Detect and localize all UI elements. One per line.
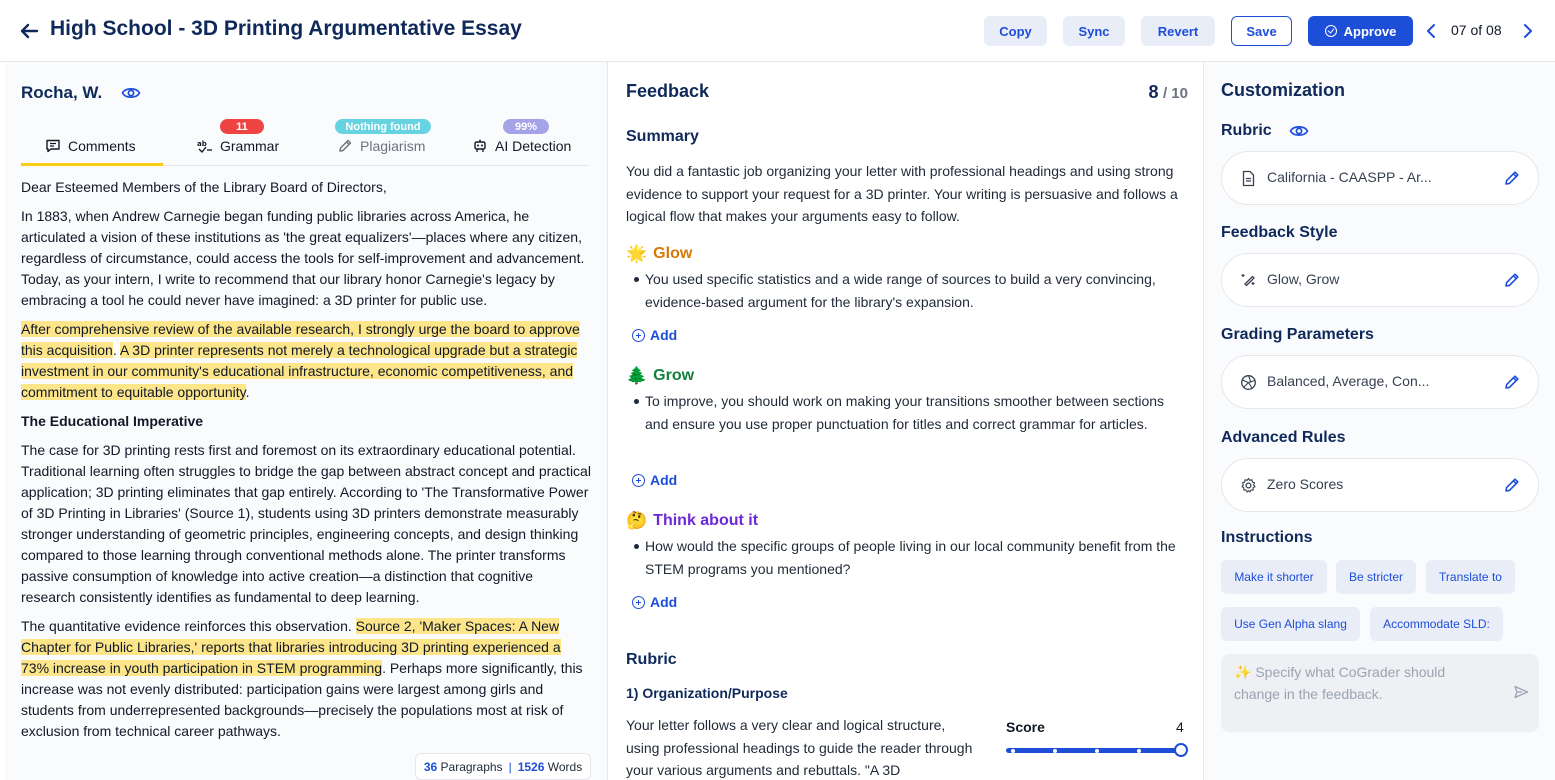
criterion-score-value: 4 bbox=[1176, 719, 1184, 735]
add-label: Add bbox=[650, 472, 678, 488]
pencil-icon bbox=[337, 138, 353, 154]
check-circle-icon bbox=[1325, 25, 1337, 37]
tab-plagiarism[interactable] bbox=[303, 116, 453, 166]
advanced-rules-field[interactable] bbox=[1221, 458, 1539, 512]
revert-button[interactable]: Revert bbox=[1141, 16, 1215, 46]
top-bar bbox=[0, 0, 1555, 62]
glow-heading bbox=[626, 244, 692, 264]
feedback-style-value: Glow, Grow bbox=[1267, 271, 1340, 287]
comment-icon bbox=[45, 138, 61, 154]
chevron-left-icon[interactable] bbox=[1424, 22, 1438, 40]
add-label: Add bbox=[650, 327, 678, 343]
tab-grammar-content bbox=[197, 138, 279, 154]
slider-step bbox=[1095, 749, 1099, 753]
feedback-style-field[interactable] bbox=[1221, 253, 1539, 307]
slider-step bbox=[1137, 749, 1141, 753]
save-button[interactable]: Save bbox=[1231, 16, 1292, 46]
student-name: Rocha, W. bbox=[21, 83, 103, 102]
summary-text: You did a fantastic job organizing your letter with professional headings and using strong evidence to support your request for a 3D printer. Your writing is persuasive and follows a logical flow that makes your arguments easy to follow. bbox=[626, 163, 1178, 224]
instructions-input[interactable] bbox=[1221, 654, 1539, 732]
advanced-rules-label: Advanced Rules bbox=[1221, 429, 1346, 446]
think-heading bbox=[626, 511, 758, 531]
approve-button[interactable] bbox=[1308, 16, 1413, 46]
plagiarism-status-badge: Nothing found bbox=[335, 119, 431, 134]
advanced-rules-value: Zero Scores bbox=[1267, 476, 1344, 492]
criterion-text: Your letter follows a very clear and logical structure, using professional headings to guide the reader through your various arguments and rebuttals. "A 3D bbox=[626, 717, 973, 778]
grow-bullet: To improve, you should work on making your transitions smoother between sections and ensure you use proper punctuation for titles and correct grammar for articles. bbox=[634, 390, 1189, 435]
essay-paragraph: In 1883, when Andrew Carnegie began funding public libraries across America, he articulated a vision of these institutions as 'the great equalizers'—places where any citizen, regardless of circumstance, could access the tools for self-improvement and advancement. Today, as your intern, I write to recommend that our library honor Carnegie's legacy by embracing a tool he could never have imagined: a 3D printer for public use. bbox=[21, 208, 585, 308]
grow-add-button[interactable] bbox=[632, 472, 677, 488]
essay-heading: The Educational Imperative bbox=[21, 413, 204, 429]
edit-pencil-icon[interactable] bbox=[1503, 271, 1521, 289]
criterion-title: 1) Organization/Purpose bbox=[626, 685, 788, 701]
tree-icon: 🌲 bbox=[626, 366, 648, 385]
essay-text-span: . bbox=[112, 342, 120, 358]
summary-title: Summary bbox=[626, 128, 699, 145]
tab-comments-content bbox=[45, 138, 136, 154]
word-count-pill bbox=[415, 753, 591, 780]
feedback-title: Feedback bbox=[626, 81, 710, 101]
chip-make-shorter[interactable]: Make it shorter bbox=[1221, 560, 1327, 594]
grow-heading bbox=[626, 366, 694, 386]
essay-text bbox=[21, 177, 591, 750]
active-tab-indicator bbox=[21, 163, 163, 166]
edit-pencil-icon[interactable] bbox=[1503, 169, 1521, 187]
glow-title: Glow bbox=[653, 245, 693, 262]
tab-ai-content bbox=[472, 138, 571, 154]
rubric-label: Rubric bbox=[1221, 122, 1272, 139]
tab-plagiarism-label: Plagiarism bbox=[360, 138, 426, 154]
think-add-button[interactable] bbox=[632, 594, 677, 610]
tab-ai-label: AI Detection bbox=[495, 138, 572, 154]
grading-parameters-label: Grading Parameters bbox=[1221, 326, 1374, 343]
approve-label: Approve bbox=[1343, 23, 1397, 39]
chip-gen-alpha-slang[interactable]: Use Gen Alpha slang bbox=[1221, 607, 1360, 641]
chip-translate-to[interactable]: Translate to bbox=[1426, 560, 1515, 594]
page-title: High School - 3D Printing Argumentative Essay bbox=[50, 17, 522, 40]
customization-title: Customization bbox=[1221, 80, 1345, 100]
rubric-field[interactable] bbox=[1221, 151, 1539, 205]
score-value: 8 bbox=[1148, 82, 1159, 102]
robot-icon bbox=[472, 138, 488, 154]
essay-paragraph bbox=[21, 319, 591, 403]
eye-icon[interactable] bbox=[121, 86, 141, 100]
magic-wand-icon bbox=[1240, 272, 1257, 289]
plus-circle-icon bbox=[632, 596, 645, 609]
score-max: / 10 bbox=[1162, 85, 1188, 102]
tab-plagiarism-content bbox=[337, 138, 425, 154]
send-icon[interactable] bbox=[1513, 684, 1529, 700]
word-count-label: Words bbox=[547, 759, 583, 774]
rubric-value: California - CAASPP - Ar... bbox=[1267, 169, 1432, 185]
essay-paragraph: The case for 3D printing rests first and foremost on its extraordinary educational potential. Traditional learning often struggles to bridge the gap between abstract concept and practical application; 3D printing eliminates that gap entirely. According to 'The Transformative Power of 3D Printing in Libraries' (Source 1), students using 3D printers demonstrate measurably stronger understanding of geometric principles, engineering concepts, and design thinking compared to those learning through conventional methods alone. The printer transforms passive consumption of knowledge into active creation—a distinction that cognitive research consistently identifies as fundamental to deep learning. bbox=[21, 442, 591, 605]
word-count: 1526 bbox=[517, 759, 545, 774]
tab-comments-label: Comments bbox=[68, 138, 136, 154]
overall-score bbox=[1149, 82, 1189, 103]
customization-panel bbox=[1205, 62, 1555, 780]
thinking-face-icon: 🤔 bbox=[626, 511, 648, 530]
chip-be-stricter[interactable]: Be stricter bbox=[1336, 560, 1416, 594]
ai-score-badge: 99% bbox=[503, 119, 549, 134]
grammar-icon bbox=[197, 138, 213, 154]
think-title: Think about it bbox=[653, 512, 759, 529]
instructions-label: Instructions bbox=[1221, 529, 1313, 546]
essay-text-span: . bbox=[245, 384, 250, 400]
slider-step bbox=[1053, 749, 1057, 753]
glow-bullet: You used specific statistics and a wide range of sources to build a very convincing, evidence-based argument for the library's expansion. bbox=[634, 268, 1189, 313]
highlighted-passage[interactable]: Source 2, 'Maker Spaces: A New Chapter for Public Libraries,' reports that libraries introducing 3D printing experienced a 73% increase in youth participation in STEM programming bbox=[21, 618, 561, 676]
document-icon bbox=[1240, 170, 1257, 187]
slider-step bbox=[1011, 749, 1015, 753]
essay-panel bbox=[5, 62, 608, 780]
essay-salutation: Dear Esteemed Members of the Library Board of Directors, bbox=[21, 179, 387, 195]
pager-indicator: 07 of 08 bbox=[1451, 22, 1502, 38]
plus-circle-icon bbox=[632, 474, 645, 487]
score-slider-thumb[interactable] bbox=[1174, 743, 1188, 757]
criterion-score-label: Score bbox=[1006, 719, 1045, 735]
glow-add-button[interactable] bbox=[632, 327, 677, 343]
highlighted-passage[interactable]: After comprehensive review of the available research, I strongly urge the board to approve this acquisition bbox=[21, 321, 580, 358]
copy-button[interactable]: Copy bbox=[984, 16, 1047, 46]
grading-parameters-field[interactable] bbox=[1221, 355, 1539, 409]
tab-comments[interactable] bbox=[21, 116, 163, 166]
feedback-style-label: Feedback Style bbox=[1221, 224, 1338, 241]
think-bullet: How would the specific groups of people living in our local community benefit from the STEM programs you mentioned? bbox=[634, 535, 1189, 580]
svg-text:ab: ab bbox=[197, 140, 207, 148]
edit-pencil-icon[interactable] bbox=[1503, 476, 1521, 494]
star-icon: 🌟 bbox=[626, 244, 648, 263]
back-arrow-icon[interactable] bbox=[18, 20, 40, 42]
grammar-count-badge: 11 bbox=[220, 119, 264, 134]
essay-text-span: The quantitative evidence reinforces this observation. bbox=[21, 618, 356, 634]
add-label: Add bbox=[650, 594, 678, 610]
tab-grammar-label: Grammar bbox=[220, 138, 280, 154]
grading-parameters-value: Balanced, Average, Con... bbox=[1267, 373, 1430, 389]
tab-grammar[interactable] bbox=[163, 116, 303, 166]
essay-paragraph bbox=[21, 616, 591, 742]
eye-icon[interactable] bbox=[1289, 124, 1309, 138]
highlighted-passage[interactable]: A 3D printer represents not merely a technological upgrade but a strategic investment in our community's educational infrastructure, economic competitiveness, and commitment to equitable opportunity bbox=[21, 342, 578, 400]
tab-ai-detection[interactable] bbox=[453, 116, 589, 166]
feedback-panel bbox=[609, 62, 1204, 780]
chevron-right-icon[interactable] bbox=[1521, 22, 1535, 40]
plus-circle-icon bbox=[632, 329, 645, 342]
chip-accommodate-sld[interactable]: Accommodate SLD: bbox=[1370, 607, 1503, 641]
instructions-placeholder: ✨ Specify what CoGrader should change in the feedback. bbox=[1234, 664, 1446, 702]
edit-pencil-icon[interactable] bbox=[1503, 373, 1521, 391]
sync-button[interactable]: Sync bbox=[1063, 16, 1125, 46]
essay-tabs bbox=[21, 116, 589, 166]
essay-text-span: . Perhaps more significantly, this increase was not evenly distributed: participation gains were largest among girls and students from underrepresented backgrounds—precisely the populations most at risk of exclusion from technical career pathways. bbox=[21, 660, 583, 739]
divider: | bbox=[508, 759, 512, 774]
aperture-icon bbox=[1240, 374, 1257, 391]
grow-title: Grow bbox=[653, 367, 695, 384]
gear-icon bbox=[1240, 477, 1257, 494]
paragraph-count-label: Paragraphs bbox=[440, 759, 503, 774]
paragraph-count: 36 bbox=[423, 759, 438, 774]
rubric-section-title: Rubric bbox=[626, 651, 677, 668]
